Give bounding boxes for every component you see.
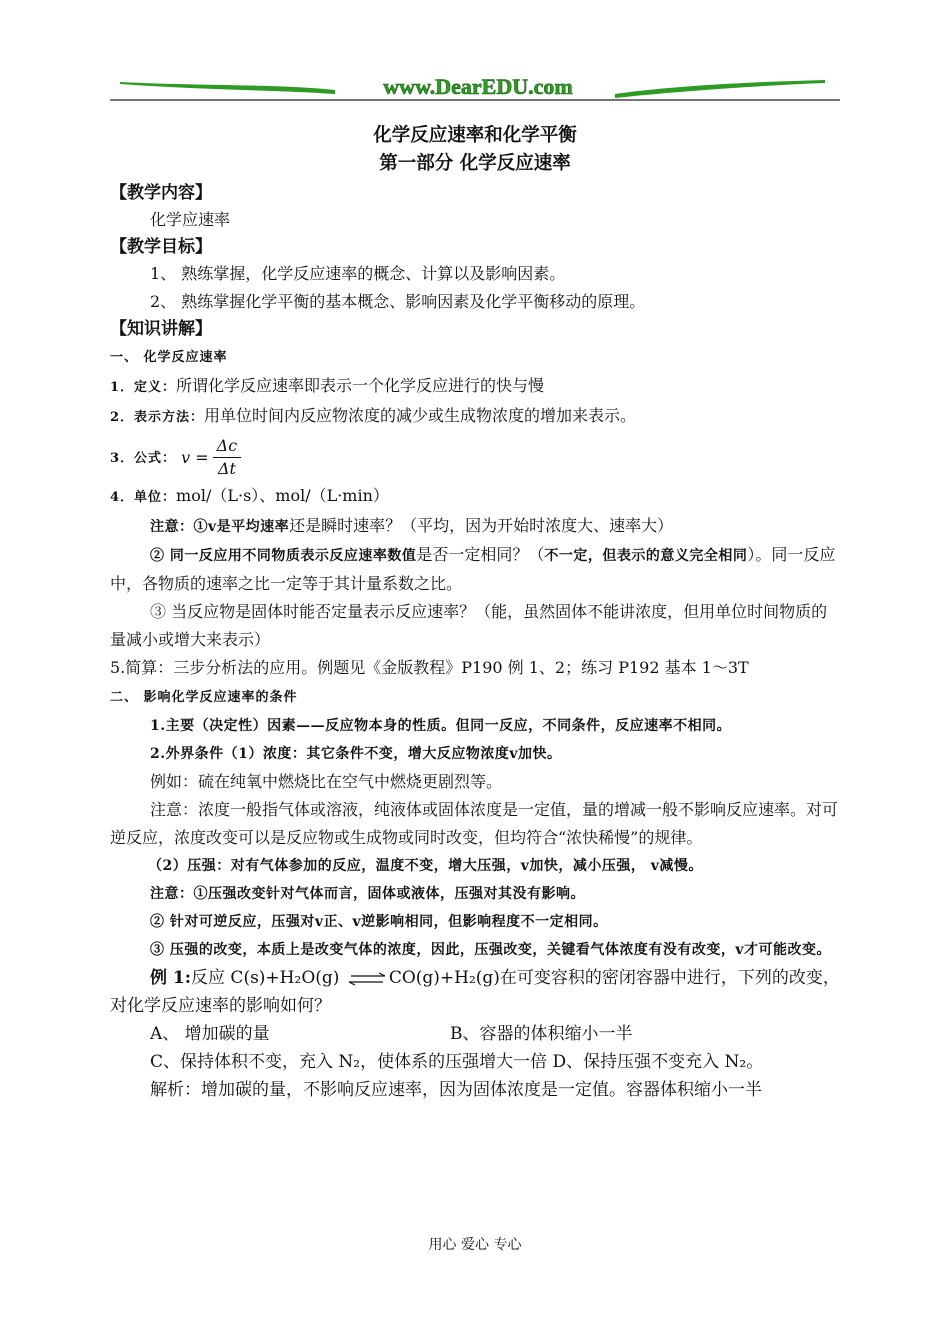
unit-line: 4．单位：mol/（L·s）、mol/（L·min） — [110, 486, 389, 505]
rate-formula: v = $\frac{\Delta c}{\Delta t}$ — [181, 433, 241, 483]
logo-text: www.DearEDU.com — [383, 74, 573, 99]
part-heading: 一、 化学反应速率 — [110, 350, 228, 365]
goal-item: 1、 熟练掌握，化学反应速率的概念、计算以及影响因素。 — [150, 264, 566, 283]
pressure-line: （2）压强：对有气体参加的反应，温度不变，增大压强，v加快，减小压强， v减慢。 — [148, 858, 703, 874]
note-line: ③ 当反应物是固体时能否定量表示反应速率？（能，虽然固体不能讲浓度，但用单位时间物质的量减小或增大来表示） — [110, 602, 828, 649]
analysis-line: 解析：增加碳的量，不影响反应速率，因为固体浓度是一定值。容器体积缩小一半 — [150, 1080, 762, 1100]
options-line: C、保持体积不变，充入 N₂，使体系的压强增大一倍 D、保持压强不变充入 N₂。 — [150, 1052, 764, 1072]
doc-subtitle: 第一部分 化学反应速率 — [379, 153, 571, 174]
method-line: 2．表示方法：用单位时间内反应物浓度的减少或生成物浓度的增加来表示。 — [110, 406, 637, 425]
site-header-logo — [110, 72, 840, 108]
content-body: 化学应速率 — [150, 210, 231, 229]
note-line: 注意：①v是平均速率还是瞬时速率？（平均，因为开始时浓度大、速率大） — [150, 516, 674, 535]
reversible-arrow-icon — [345, 972, 389, 986]
document-body — [110, 122, 840, 1104]
page-footer: 用心 爱心 专心 — [428, 1237, 522, 1253]
pressure-note: ② 针对可逆反应，压强对v正、v逆影响相同，但影响程度不一定相同。 — [150, 914, 608, 930]
logo-banner — [110, 72, 840, 108]
example-line: 例如：硫在纯氧中燃烧比在空气中燃烧更剧烈等。 — [150, 772, 503, 791]
note-concentration: 注意：浓度一般指气体或溶液，纯液体或固体浓度是一定值，量的增减一般不影响反应速率。对可逆反应，浓度改变可以是反应物或生成物或同时改变，但均符合“浓快稀慢”的规律。 — [110, 800, 839, 847]
doc-title: 化学反应速率和化学平衡 — [373, 125, 577, 146]
pressure-note: ③ 压强的改变，本质上是改变气体的浓度，因此，压强改变，关键看气体浓度有没有改变，v才可能改变。 — [150, 942, 832, 958]
calc-line: 5.简算：三步分析法的应用。例题见《金版教程》P190 例 1、2；练习 P192 基本 1～3T — [110, 658, 749, 677]
example-question: 例 1:反应 C(s)+H₂O(g) CO(g)+H₂(g)在可变容积的密闭容器中进行，下列的改变，对化学反应速率的影响如何？ — [110, 968, 840, 1016]
formula-line: 3．公式： v = $\frac{\Delta c}{\Delta t}$ — [110, 432, 840, 482]
section-heading-explain: 【知识讲解】 — [110, 319, 212, 339]
pressure-note: 注意：①压强改变针对气体而言，固体或液体，压强对其没有影响。 — [150, 886, 585, 902]
factor-main: 1.主要（决定性）因素——反应物本身的性质。但同一反应，不同条件，反应速率不相同。 — [150, 718, 732, 734]
factor-external: 2.外界条件（1）浓度：其它条件不变，增大反应物浓度v加快。 — [150, 746, 562, 762]
goal-item: 2、 熟练掌握化学平衡的基本概念、影响因素及化学平衡移动的原理。 — [150, 292, 646, 311]
options-line: A、 增加碳的量 B、容器的体积缩小一半 — [150, 1024, 633, 1044]
section-heading-goals: 【教学目标】 — [110, 237, 212, 257]
part-heading: 二、 影响化学反应速率的条件 — [110, 690, 298, 705]
note-line: ② 同一反应用不同物质表示反应速率数值是否一定相同？（不一定，但表示的意义完全相同）。同一反应中，各物质的速率之比一定等于其计量系数之比。 — [110, 545, 836, 593]
definition-line: 1．定义：所谓化学反应速率即表示一个化学反应进行的快与慢 — [110, 376, 545, 395]
section-heading-content: 【教学内容】 — [110, 183, 212, 203]
